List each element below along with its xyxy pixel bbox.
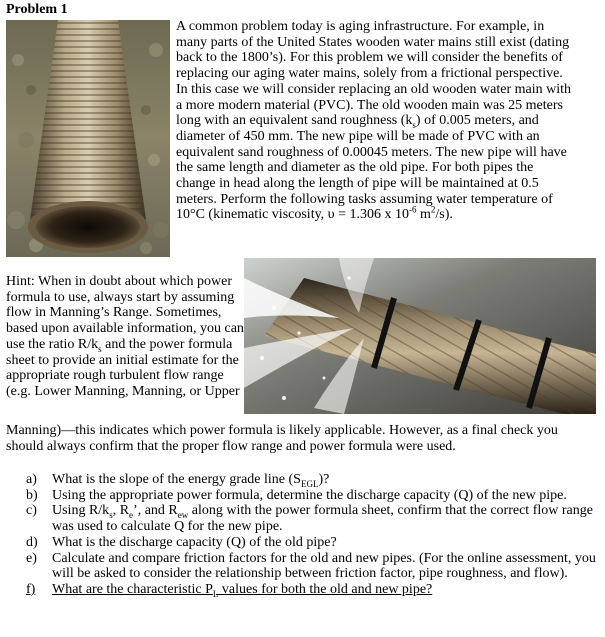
hint-paragraph [6, 274, 246, 400]
task-a [26, 472, 596, 488]
task-text: Calculate and compare friction factors for the old and new pipes. (For the online assessment, you will be asked to consider the relationship between friction factor, pipe roughness, and flow). [52, 550, 596, 582]
leaking-pipe-photo [244, 258, 596, 414]
task-label: b) [26, 487, 38, 503]
hint-continuation: Manning)—this indicates which power formula is likely applicable. However, as a final check you should always confirm that the proper flow range and power formula were used. [6, 423, 558, 454]
task-label: c) [26, 503, 37, 519]
task-c [26, 503, 596, 534]
task-e [26, 551, 596, 582]
problem-statement [176, 19, 572, 223]
task-list [26, 472, 596, 598]
intro-sup-2: 2 [430, 204, 436, 215]
task-label: e) [26, 550, 37, 566]
problem-title: Problem 1 [6, 2, 68, 17]
intro-exponent: -6 [409, 204, 417, 215]
hint-sub-s: s [98, 343, 102, 354]
intro-text-3: m [416, 207, 431, 223]
intro-sub-s: s [412, 120, 416, 131]
task-label: d) [26, 534, 38, 550]
task-label: f) [26, 581, 36, 597]
task-text: Using the appropriate power formula, determine the discharge capacity (Q) of the new pipe. [52, 487, 567, 503]
task-text: What is the slope of the energy grade line $(S_{EGL})$? [52, 472, 330, 489]
intro-text: A common problem today is aging infrastructure. For example, in many parts of the United States wooden water mains still exist (dating back to the 1800’s). For this problem we will consider the benefits of replacing our aging water mains, solely from a frictional perspective. In this case we will consider replacing an old wooden water main with a more modern material (PVC). The old wooden main was 25 meters long with an equivalent sand roughness (k [176, 19, 571, 129]
task-f [26, 582, 596, 598]
hint-text-a: Hint: When in doubt about which power formula to use, always start by assuming flow in Manning’s Range. Sometimes, based upon available information, you can use the ratio R/k [6, 274, 244, 352]
task-text: What are the characteristic $P_L$ values for both the old and new pipe? [52, 581, 433, 599]
intro-text-2: ) of 0.005 meters, and diameter of 450 mm. The new pipe will be made of PVC with an equivalent sand roughness of 0.00045 meters. The new pipe will have the same length and diameter as the old pipe. For both pipes the change in head along the length of pipe will be maintained at 0.5 meters. Perform the following tasks assuming water temperature of 10°C (kinematic viscosity, υ = 1.306 x 10 [176, 113, 567, 223]
task-text: What is the discharge capacity (Q) of the old pipe? [52, 534, 337, 550]
task-text: Using $R/k_s$, $R_e$’, and $R_{ew}$ along with the power formula sheet, confirm that the correct flow range was used to calculate Q for the new pipe. [52, 503, 593, 535]
intro-text-4: /s). [435, 207, 453, 223]
task-d [26, 535, 596, 551]
hint-text-b: and the power formula sheet to provide an initial estimate for the appropriate rough turbulent flow range (e.g. Lower Manning, Manning, or Upper [6, 336, 240, 399]
task-b [26, 488, 596, 504]
wooden-pipe-photo [6, 20, 170, 257]
task-label: a) [26, 472, 37, 487]
